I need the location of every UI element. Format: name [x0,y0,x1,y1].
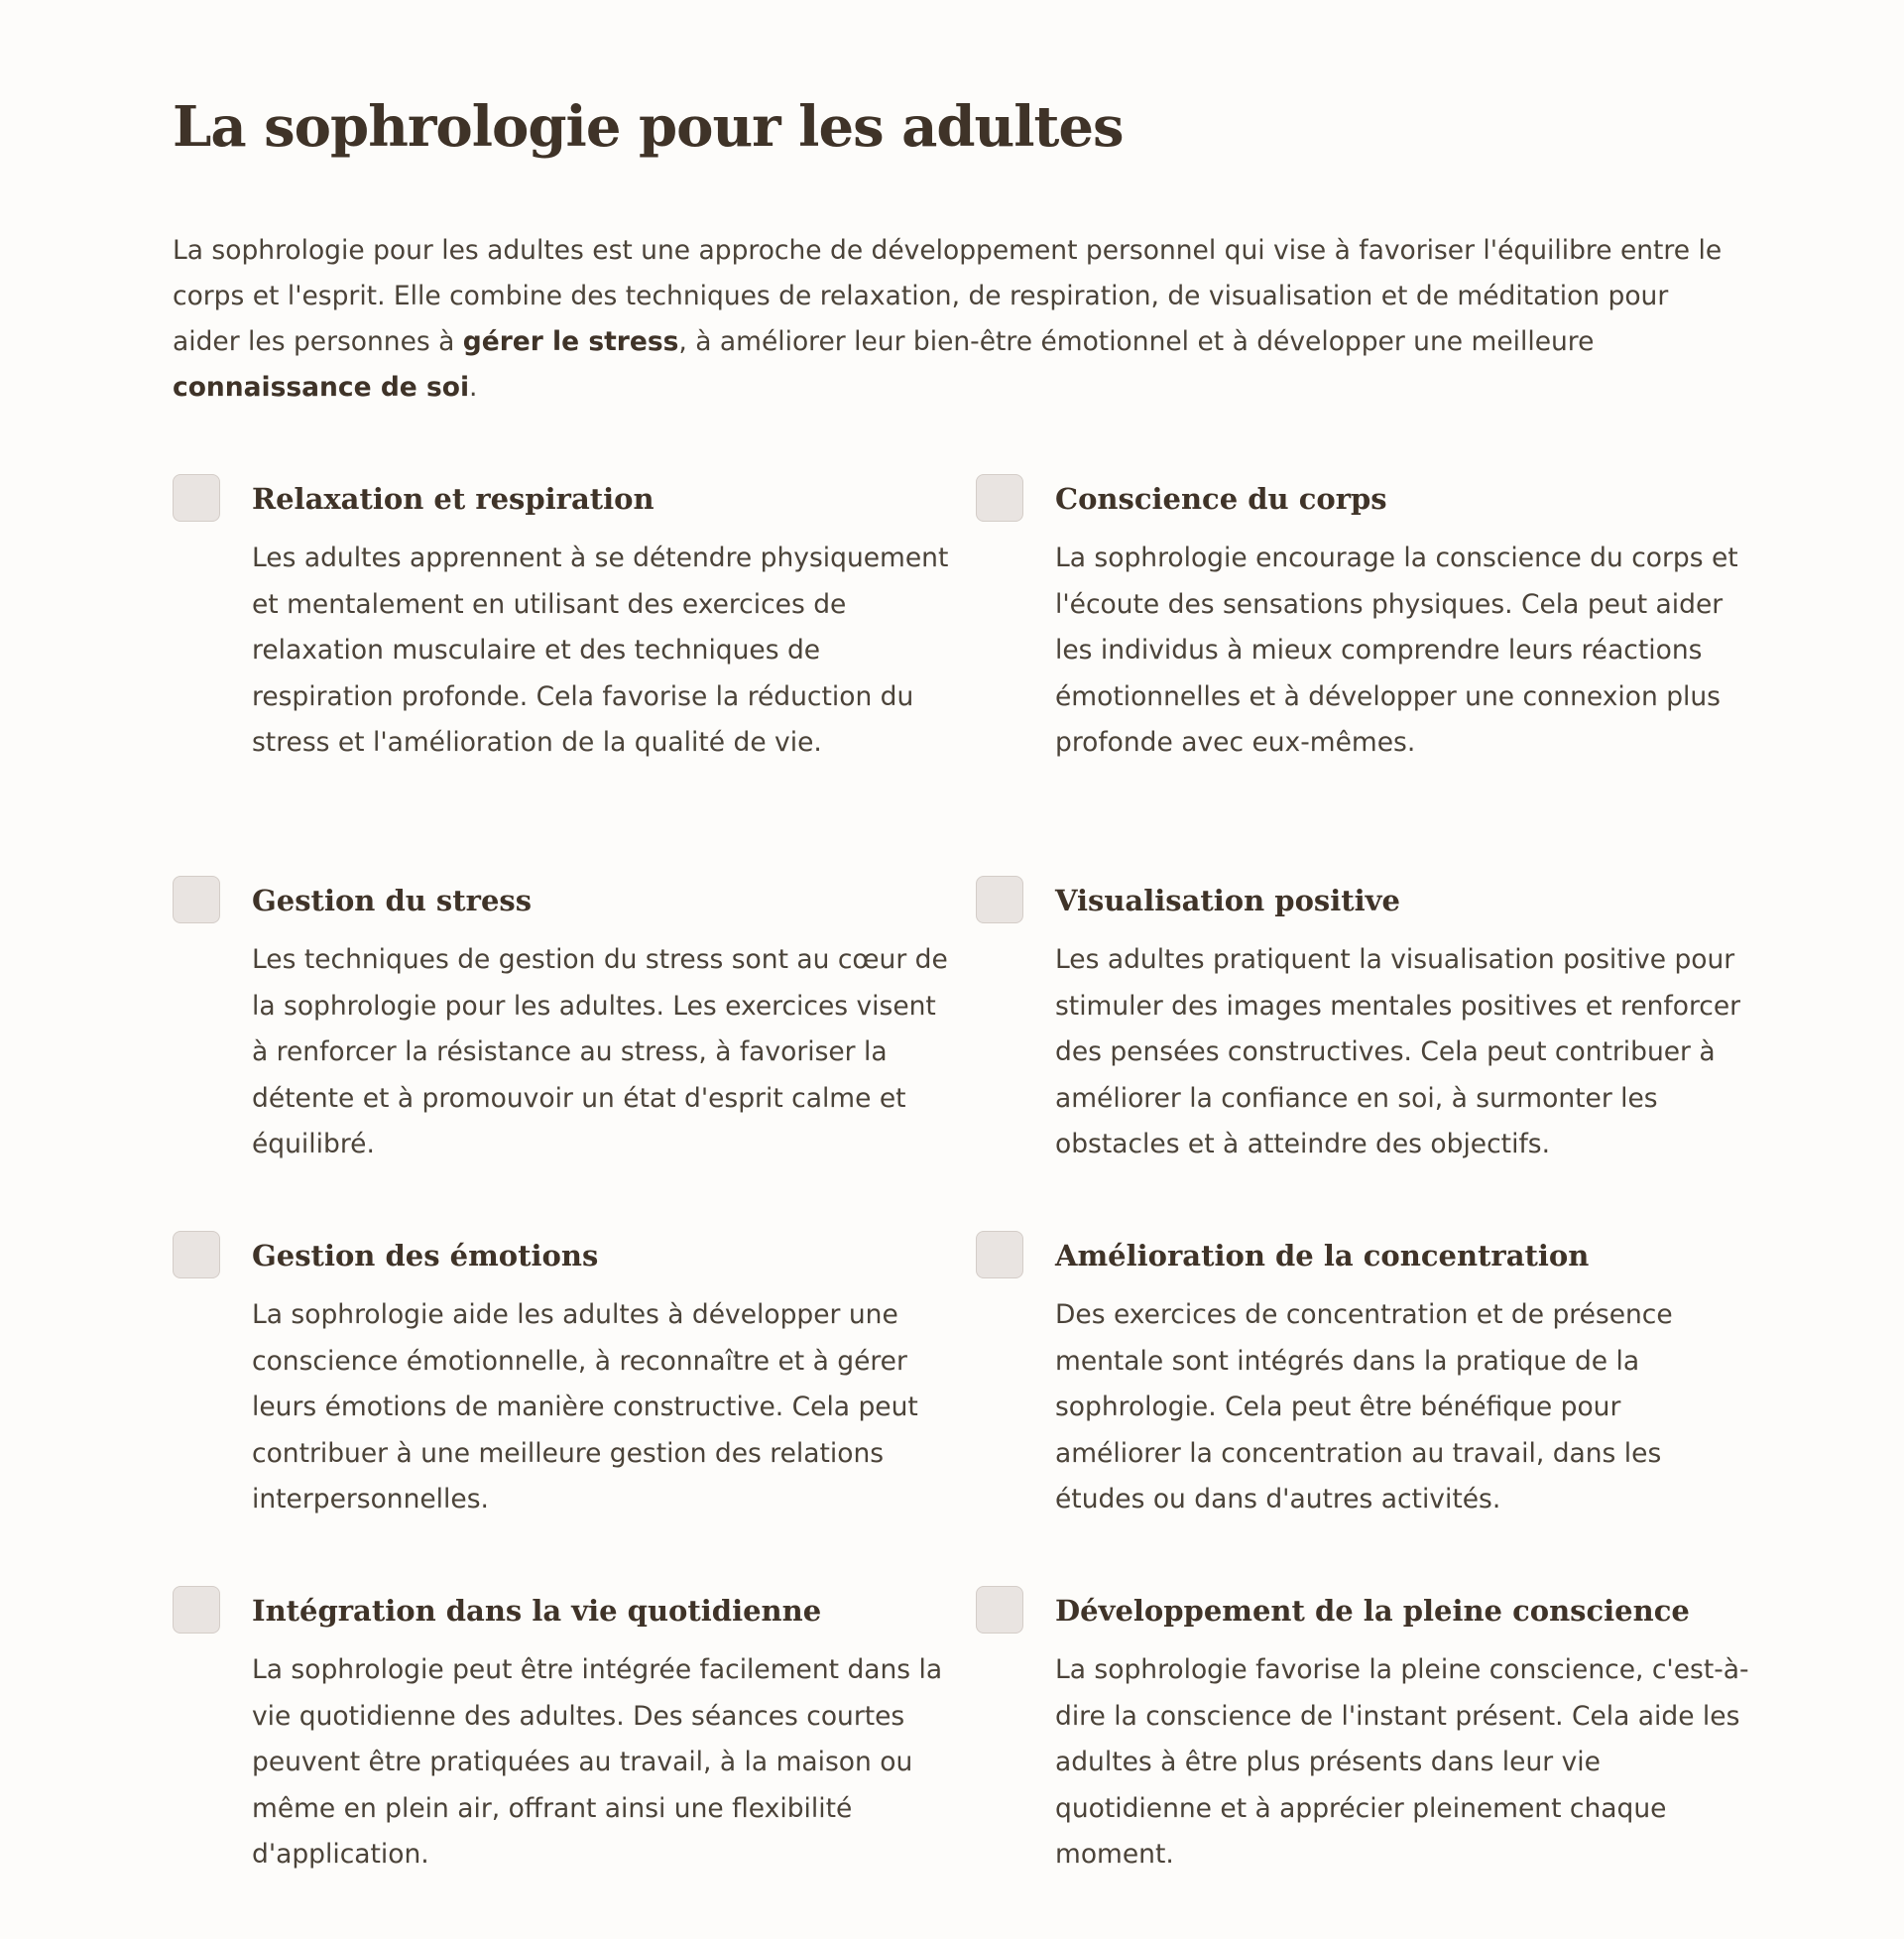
feature-description: La sophrologie peut être intégrée facilement dans la vie quotidienne des adultes. Des séances courtes peuvent être pratiquées au travail, à la maison ou même en plein air, offrant ainsi une flexibilité d'application. [252,1654,943,1870]
intro-text-part1: La sophrologie pour les adultes est une approche de développement personnel qui vise à favoriser l'équilibre entre le corps et l'esprit. Elle combine des techniques de relaxation, de respiration, de visualisation et de méditation pour aider les personnes à [173,235,1723,357]
feature-description: La sophrologie favorise la pleine conscience, c'est-à-dire la conscience de l'instant présent. Cela aide les adultes à être plus présents dans leur vie quotidienne et à apprécier pleinement chaque moment. [1055,1654,1749,1870]
feature-description: Les adultes pratiquent la visualisation positive pour stimuler des images mentales positives et renforcer des pensées constructives. Cela peut contribuer à améliorer la confiance en soi, à surmonter les obstacles et à atteindre des objectifs. [1055,944,1741,1159]
intro-highlight-self-knowledge: connaissance de soi [173,372,470,403]
feature-placeholder-icon [173,474,220,522]
feature-title: Intégration dans la vie quotidienne [252,1594,822,1628]
intro-text-part3: . [469,372,478,403]
feature-placeholder-icon [976,1586,1023,1634]
feature-placeholder-icon [173,876,220,923]
feature-description: Des exercices de concentration et de présence mentale sont intégrés dans la pratique de la sophrologie. Cela peut être bénéfique pour améliorer la concentration au travail, dans les études ou dans d'autres activités. [1055,1299,1673,1515]
feature-placeholder-icon [173,1586,220,1634]
feature-description: Les adultes apprennent à se détendre physiquement et mentalement en utilisant des exercices de relaxation musculaire et des techniques de respiration profonde. Cela favorise la réduction du stress et l'amélioration de la qualité de vie. [252,543,949,758]
feature-placeholder-icon [173,1231,220,1278]
feature-title: Amélioration de la concentration [1055,1239,1590,1272]
intro-text-part2: , à améliorer leur bien-être émotionnel et à développer une meilleure [678,326,1595,357]
feature-title: Développement de la pleine conscience [1055,1594,1690,1628]
intro-highlight-stress: gérer le stress [462,326,679,357]
feature-title: Gestion du stress [252,884,533,917]
feature-title: Relaxation et respiration [252,482,654,516]
feature-title: Visualisation positive [1055,884,1400,917]
feature-description: La sophrologie aide les adultes à développer une conscience émotionnelle, à reconnaître et à gérer leurs émotions de manière constructive. Cela peut contribuer à une meilleure gestion des relations interpersonnelles. [252,1299,918,1515]
page-title: La sophrologie pour les adultes [173,94,1124,160]
feature-description: Les techniques de gestion du stress sont au cœur de la sophrologie pour les adultes. Les exercices visent à renforcer la résistance au stress, à favoriser la détente et à promouvoir un état d'esprit calme et équilibré. [252,944,948,1159]
feature-placeholder-icon [976,474,1023,522]
feature-placeholder-icon [976,876,1023,923]
feature-placeholder-icon [976,1231,1023,1278]
intro-paragraph [173,228,1739,411]
feature-title: Gestion des émotions [252,1239,599,1272]
feature-title: Conscience du corps [1055,482,1387,516]
feature-description: La sophrologie encourage la conscience du corps et l'écoute des sensations physiques. Cela peut aider les individus à mieux comprendre leurs réactions émotionnelles et à développer une connexion plus profonde avec eux-mêmes. [1055,543,1738,758]
